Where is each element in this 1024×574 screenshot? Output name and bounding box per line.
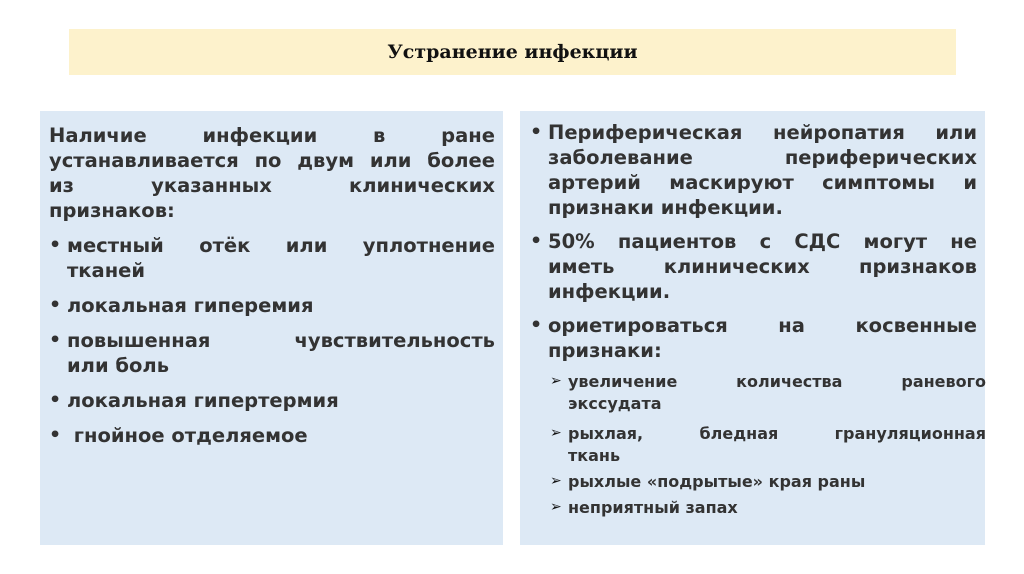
- page-title: Устранение инфекции: [387, 41, 638, 63]
- list-item-line: повышенная чувствительность: [67, 329, 495, 352]
- list-item-line: признаки:: [548, 339, 662, 362]
- list-item-line: признаки инфекции.: [548, 196, 783, 219]
- sub-list-item: [550, 497, 996, 519]
- bullet-icon: •: [530, 314, 543, 336]
- sub-list-item: [550, 371, 996, 415]
- list-item: [49, 328, 495, 378]
- intro-paragraph: [49, 123, 495, 223]
- list-item-line: Периферическая нейропатия или: [548, 121, 977, 144]
- list-item-line: местный отёк или уплотнение: [67, 234, 495, 257]
- bullet-icon: •: [49, 234, 62, 256]
- sub-item-line: рыхлые «подрытые» края раны: [568, 472, 866, 491]
- bullet-icon: •: [530, 121, 543, 143]
- list-item-line: 50% пациентов с СДС могут не: [548, 230, 977, 253]
- intro-line: Наличие инфекции в ране: [49, 124, 495, 147]
- left-panel: [40, 111, 503, 545]
- arrow-bullet-icon: ➢: [550, 373, 562, 389]
- list-item: [49, 423, 495, 448]
- intro-line: из указанных клинических: [49, 174, 495, 197]
- arrow-bullet-icon: ➢: [550, 425, 562, 441]
- list-item: [49, 233, 495, 283]
- bullet-icon: •: [49, 424, 62, 446]
- list-item-line: гнойное отделяемое: [67, 424, 308, 447]
- list-item-line: или боль: [67, 354, 170, 377]
- list-item-line: локальная гиперемия: [67, 294, 314, 317]
- list-item: [530, 313, 985, 363]
- arrow-bullet-icon: ➢: [550, 473, 562, 489]
- bullet-icon: •: [49, 389, 62, 411]
- list-item: [530, 120, 985, 220]
- sub-item-line: рыхлая, бледная грануляционная: [568, 424, 986, 443]
- title-bar: [69, 29, 956, 75]
- list-item-line: инфекции.: [548, 280, 671, 303]
- list-item-line: заболевание периферических: [548, 146, 977, 169]
- list-item-line: артерий маскируют симптомы и: [548, 171, 977, 194]
- intro-line: признаков:: [49, 199, 175, 222]
- list-item: [49, 293, 495, 318]
- list-item: [530, 229, 985, 304]
- sub-item-line: увеличение количества раневого: [568, 372, 986, 391]
- bullet-icon: •: [530, 230, 543, 252]
- intro-line: устанавливается по двум или более: [49, 149, 495, 172]
- sub-list-item: [550, 471, 996, 493]
- list-item-line: тканей: [67, 259, 146, 282]
- list-item: [49, 388, 495, 413]
- arrow-bullet-icon: ➢: [550, 499, 562, 515]
- list-item-line: иметь клинических признаков: [548, 255, 977, 278]
- sub-item-line: ткань: [568, 446, 621, 465]
- sub-list-item: [550, 423, 996, 467]
- sub-item-line: неприятный запах: [568, 498, 738, 517]
- right-panel: [520, 111, 985, 545]
- list-item-line: локальная гипертермия: [67, 389, 339, 412]
- list-item-line: ориетироваться на косвенные: [548, 314, 977, 337]
- sub-item-line: экссудата: [568, 394, 662, 413]
- bullet-icon: •: [49, 329, 62, 351]
- bullet-icon: •: [49, 294, 62, 316]
